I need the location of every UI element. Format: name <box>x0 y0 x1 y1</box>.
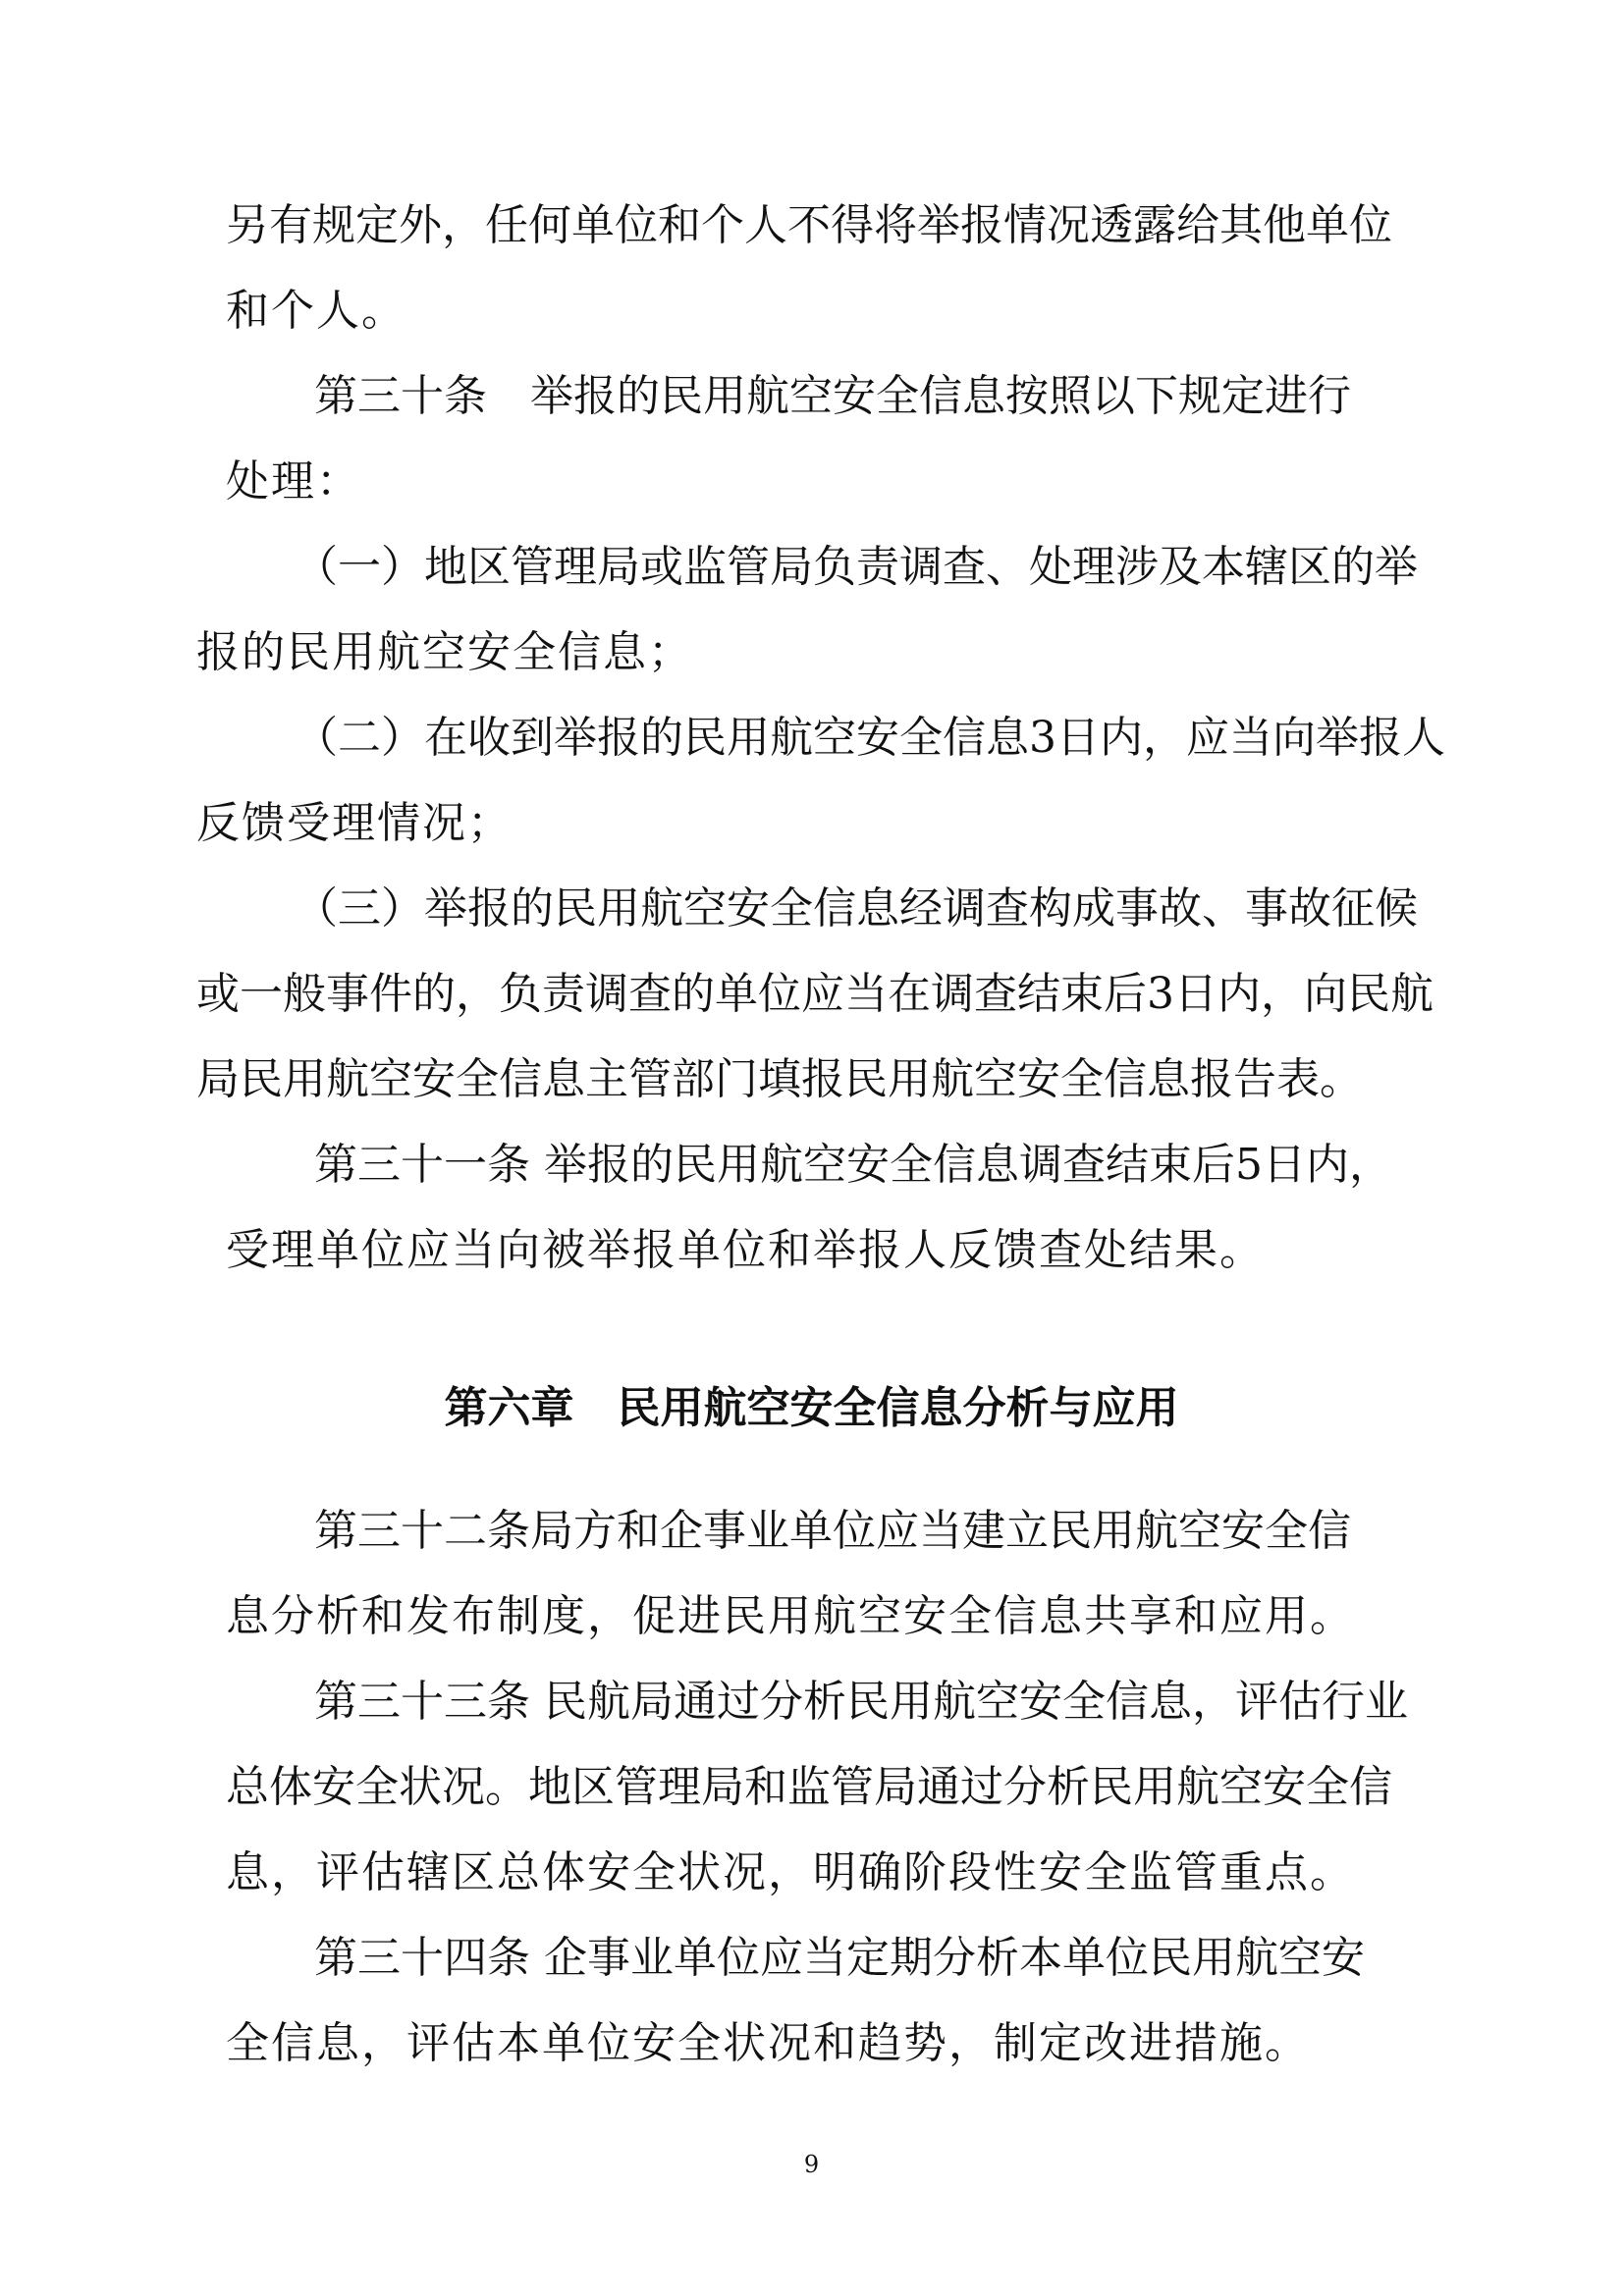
page-number: 9 <box>803 2151 820 2178</box>
item-3-line-3: 局民用航空安全信息主管部门填报民用航空安全信息报告表。 <box>196 1054 1363 1104</box>
item-1-line-1: （一）地区管理局或监管局负责调查、处理涉及本辖区的举 <box>295 542 1418 592</box>
article-30-line-1: 第三十条 举报的民用航空安全信息按照以下规定进行 <box>314 371 1351 421</box>
article-30-line-2: 处理： <box>226 456 361 507</box>
article-32-line-2: 息分析和发布制度，促进民用航空安全信息共享和应用。 <box>226 1591 1355 1641</box>
item-3-line-2: 或一般事件的，负责调查的单位应当在调查结束后3日内，向民航 <box>196 969 1434 1019</box>
article-34-line-2: 全信息，评估本单位安全状况和趋势，制定改进措施。 <box>226 2018 1310 2068</box>
article-33-line-3: 息，评估辖区总体安全状况，明确阶段性安全监管重点。 <box>226 1847 1355 1897</box>
chapter-title: 第六章 民用航空安全信息分析与应用 <box>444 1383 1179 1433</box>
item-2-line-2: 反馈受理情况； <box>196 798 513 848</box>
article-31-line-1: 第三十一条 举报的民用航空安全信息调查结束后5日内， <box>314 1140 1392 1190</box>
article-33-line-2: 总体安全状况。地区管理局和监管局通过分析民用航空安全信 <box>226 1762 1392 1812</box>
text-line-2: 和个人。 <box>226 286 406 336</box>
article-32-line-1: 第三十二条局方和企事业单位应当建立民用航空安全信 <box>314 1506 1351 1556</box>
article-33-line-1: 第三十三条 民航局通过分析民用航空安全信息，评估行业 <box>314 1677 1408 1727</box>
item-1-line-2: 报的民用航空安全信息； <box>196 627 693 677</box>
article-34-line-1: 第三十四条 企事业单位应当定期分析本单位民用航空安 <box>314 1933 1365 1983</box>
item-3-line-1: （三）举报的民用航空安全信息经调查构成事故、事故征候 <box>295 883 1418 934</box>
text-line-1: 另有规定外，任何单位和个人不得将举报情况透露给其他单位 <box>226 200 1392 250</box>
article-31-line-2: 受理单位应当向被举报单位和举报人反馈查处结果。 <box>226 1225 1265 1275</box>
item-2-line-1: （二）在收到举报的民用航空安全信息3日内，应当向举报人 <box>295 713 1445 763</box>
